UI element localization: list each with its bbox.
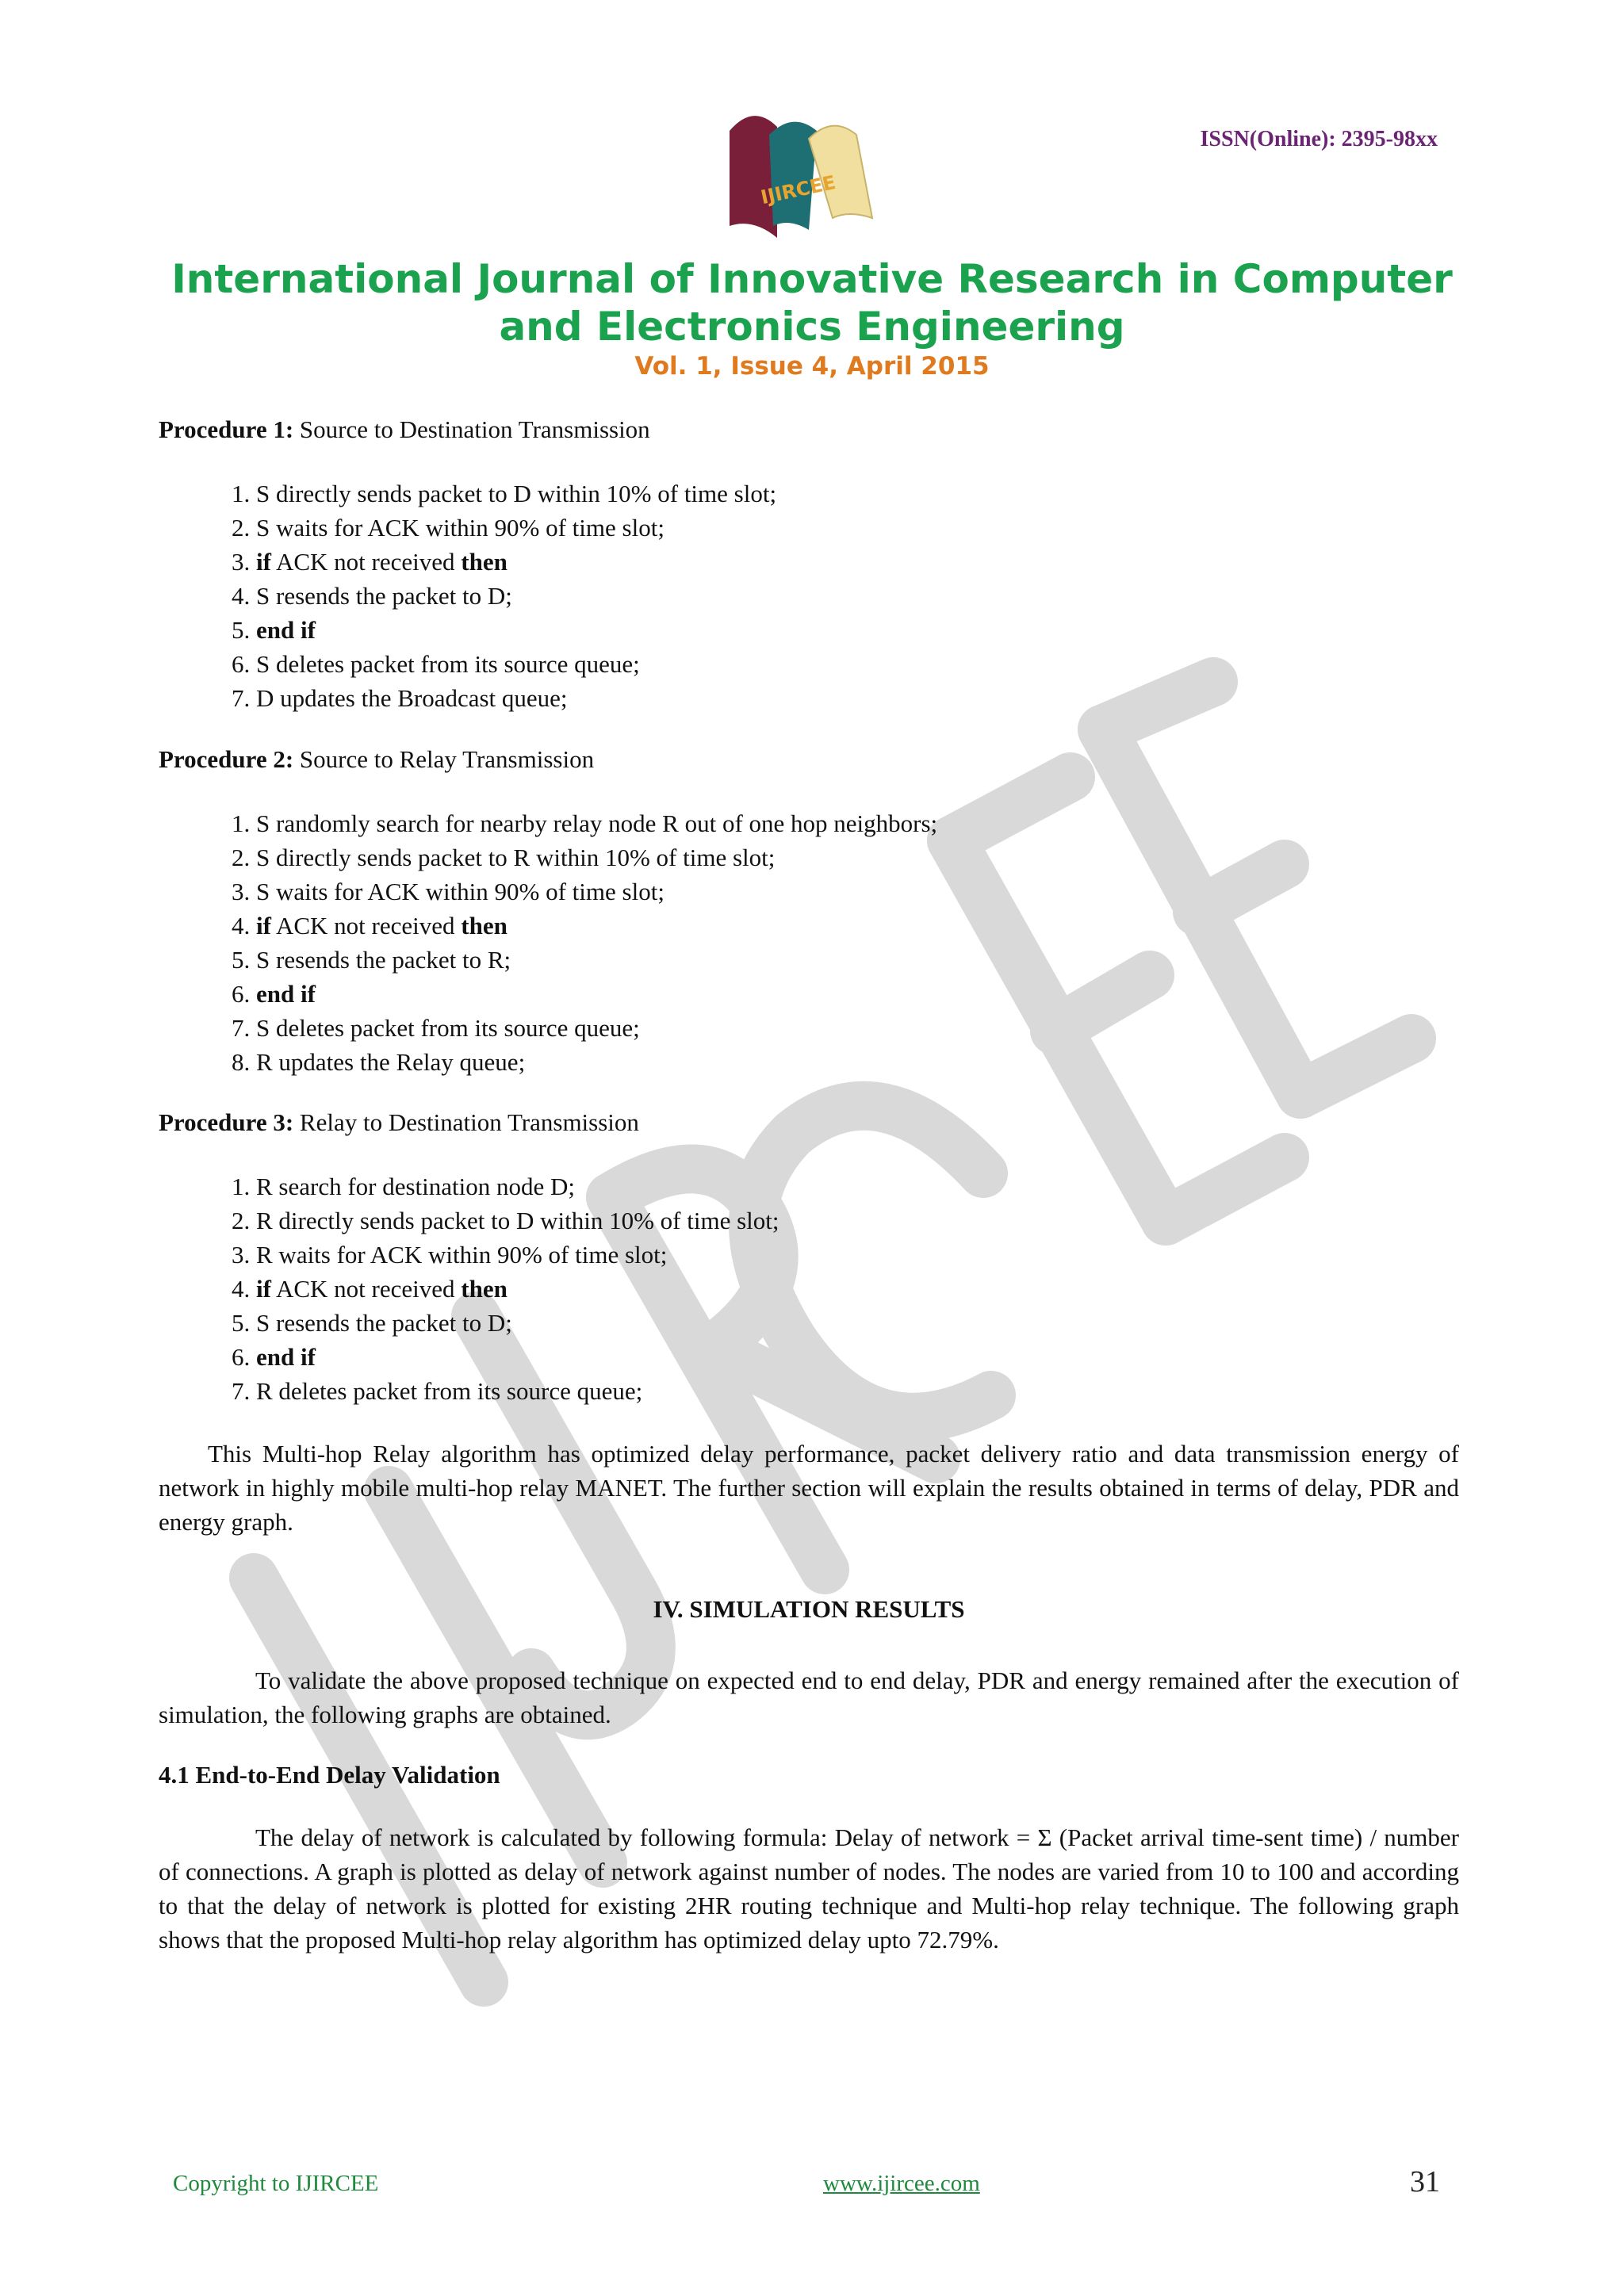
list-item: 1. R search for destination node D;	[232, 1173, 576, 1200]
list-item: 5. S resends the packet to D;	[232, 1309, 512, 1337]
paragraph-delay-formula: The delay of network is calculated by following formula: Delay of network = Σ (Packet arrival time-sent time) / number of connections. A graph is plotted as delay of network against number of nodes. The nodes are varied from 10 to 100 and according to that the delay of network is plotted for existing 2HR routing technique and Multi-hop relay technique. The following graph shows that the proposed Multi-hop relay algorithm has optimized delay upto 72.79%.	[159, 1823, 1459, 1954]
list-item: 2. S directly sends packet to R within 10% of time slot;	[232, 844, 776, 871]
list-item: 7. R deletes packet from its source queue;	[232, 1377, 643, 1405]
list-item: 4. if ACK not received then	[232, 912, 508, 939]
list-item: 6. end if	[232, 1343, 316, 1371]
list-item: 4. if ACK not received then	[232, 1275, 508, 1303]
procedure-2-heading: Procedure 2: Source to Relay Transmission	[159, 745, 595, 773]
ijircee-logo	[714, 99, 896, 242]
list-item: 4. S resends the packet to D;	[232, 582, 512, 610]
list-item: 5. S resends the packet to R;	[232, 946, 511, 974]
list-item: 3. R waits for ACK within 90% of time slot;	[232, 1241, 668, 1269]
list-item: 3. S waits for ACK within 90% of time slot;	[232, 878, 665, 905]
journal-title	[127, 255, 1497, 350]
list-item: 2. R directly sends packet to D within 10% of time slot;	[232, 1207, 779, 1234]
logo-text: IJIRCEE	[758, 170, 838, 209]
procedure-2-steps	[232, 806, 937, 1079]
procedure-3-steps	[232, 1169, 779, 1408]
paragraph-multihop-summary: This Multi-hop Relay algorithm has optimized delay performance, packet delivery ratio and data transmission energy of network in highly mobile multi-hop relay MANET. The further section will explain the results obtained in terms of delay, PDR and energy graph.	[159, 1440, 1459, 1536]
procedure-1-steps	[232, 476, 776, 715]
list-item: 8. R updates the Relay queue;	[232, 1048, 526, 1076]
journal-title-line2: and Electronics Engineering	[499, 304, 1125, 350]
paragraph-simulation-intro: To validate the above proposed technique on expected end to end delay, PDR and energy remained after the execution of simulation, the following graphs are obtained.	[159, 1667, 1459, 1728]
footer-copyright: Copyright to IJIRCEE	[173, 2171, 379, 2196]
issn: ISSN(Online): 2395-98xx	[1200, 127, 1438, 151]
list-item: 3. if ACK not received then	[232, 548, 508, 576]
page-number: 31	[1410, 2165, 1440, 2198]
list-item: 2. S waits for ACK within 90% of time slot;	[232, 514, 665, 541]
section-title-simulation-results: IV. SIMULATION RESULTS	[653, 1595, 965, 1623]
procedure-3-heading: Procedure 3: Relay to Destination Transmission	[159, 1108, 639, 1136]
procedure-1-heading: Procedure 1: Source to Destination Transmission	[159, 415, 650, 443]
volume-issue: Vol. 1, Issue 4, April 2015	[634, 352, 990, 381]
list-item: 1. S directly sends packet to D within 10% of time slot;	[232, 480, 777, 507]
list-item: 6. S deletes packet from its source queue;	[232, 650, 640, 678]
list-item: 7. S deletes packet from its source queue;	[232, 1014, 640, 1042]
subsection-title-delay-validation: 4.1 End-to-End Delay Validation	[159, 1761, 500, 1789]
footer-website-link[interactable]: www.ijircee.com	[823, 2171, 980, 2196]
list-item: 1. S randomly search for nearby relay node R out of one hop neighbors;	[232, 809, 938, 837]
list-item: 7. D updates the Broadcast queue;	[232, 684, 568, 712]
journal-title-line1: International Journal of Innovative Research in Computer	[171, 256, 1453, 302]
list-item: 6. end if	[232, 980, 316, 1008]
list-item: 5. end if	[232, 616, 316, 644]
